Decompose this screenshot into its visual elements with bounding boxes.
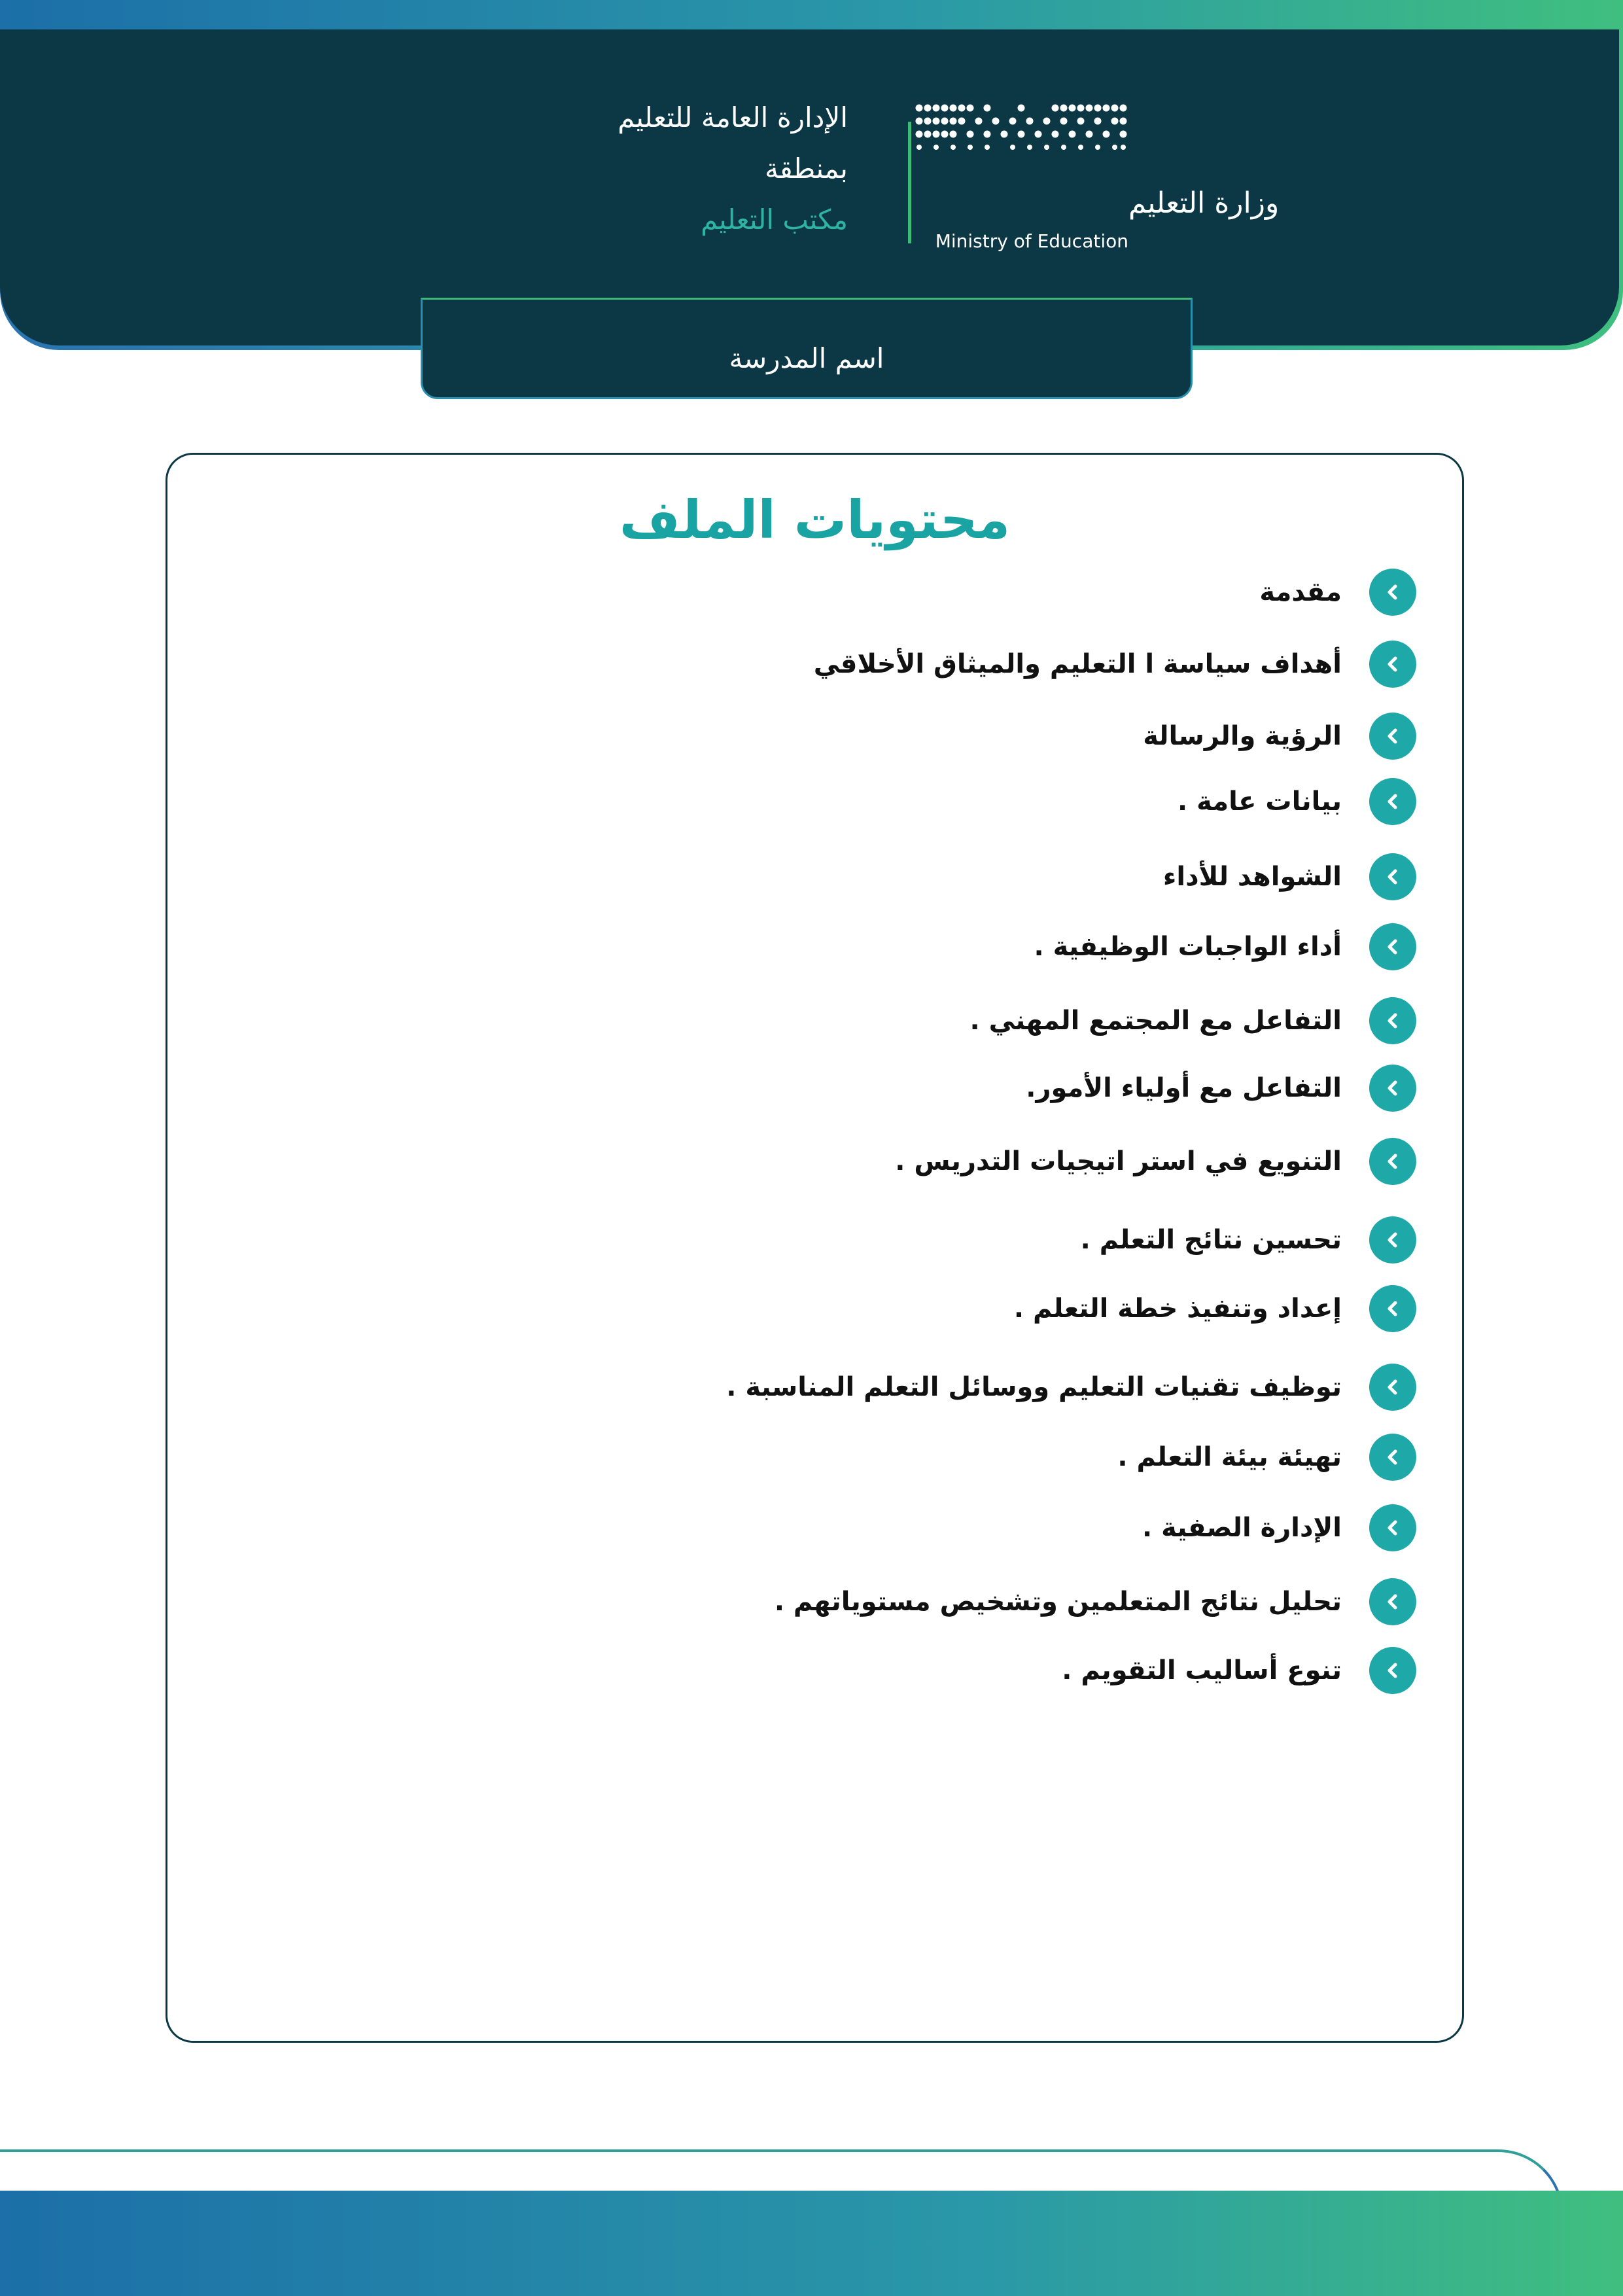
toc-item-label: تحليل نتائج المتعلمين وتشخيص مستوياتهم . <box>774 1587 1342 1617</box>
org-line-3: مكتب التعليم <box>701 203 848 236</box>
toc-item-label: تنوع أساليب التقويم . <box>1062 1655 1342 1686</box>
chevron-left-icon <box>1369 1504 1416 1551</box>
chevron-left-icon <box>1369 641 1416 688</box>
school-name: اسم المدرسة <box>729 342 884 374</box>
school-name-tab <box>421 298 1193 399</box>
toc-item-label: الإدارة الصفية . <box>1142 1513 1342 1543</box>
contents-title: محتويات الملف <box>619 489 1011 550</box>
chevron-left-icon <box>1369 1138 1416 1185</box>
toc-item <box>239 1502 1416 1554</box>
toc-item-label: تحسين نتائج التعلم . <box>1080 1225 1342 1255</box>
toc-item-label: التفاعل مع المجتمع المهني . <box>969 1006 1342 1036</box>
contents-box <box>166 453 1464 2043</box>
toc-item <box>239 1431 1416 1483</box>
chevron-left-icon <box>1369 713 1416 760</box>
header-text-block <box>390 98 848 251</box>
logo-divider <box>908 122 911 243</box>
toc-item <box>239 851 1416 903</box>
toc-item <box>239 1214 1416 1266</box>
toc-item <box>239 1576 1416 1628</box>
toc-item-label: أداء الواجبات الوظيفية . <box>1034 932 1342 962</box>
chevron-left-icon <box>1369 1065 1416 1112</box>
toc-item <box>239 995 1416 1047</box>
toc-item <box>239 1062 1416 1114</box>
logo-english-text: Ministry of Education <box>935 230 1128 252</box>
toc-item <box>239 1135 1416 1188</box>
org-line-1: الإدارة العامة للتعليم <box>618 101 848 133</box>
chevron-left-icon <box>1369 997 1416 1044</box>
chevron-left-icon <box>1369 569 1416 616</box>
logo-arabic-text: وزارة التعليم <box>1128 186 1280 220</box>
toc-item-label: تهيئة بيئة التعلم . <box>1117 1442 1342 1472</box>
toc-item-label: توظيف تقنيات التعليم ووسائل التعلم المناسبة . <box>726 1372 1342 1402</box>
toc-item-label: التنويع في استر اتيجيات التدريس . <box>895 1146 1342 1176</box>
toc-item <box>239 921 1416 973</box>
chevron-left-icon <box>1369 1434 1416 1481</box>
footer-gradient-bar <box>0 2191 1623 2296</box>
toc-item <box>239 1361 1416 1413</box>
toc-item-label: إعداد وتنفيذ خطة التعلم . <box>1013 1294 1342 1324</box>
top-gradient-bar <box>0 0 1623 33</box>
toc-item <box>239 1282 1416 1335</box>
toc-item <box>239 710 1416 762</box>
toc-item <box>239 775 1416 828</box>
chevron-left-icon <box>1369 778 1416 825</box>
chevron-left-icon <box>1369 1578 1416 1625</box>
org-line-2: بمنطقة <box>765 152 848 185</box>
chevron-left-icon <box>1369 923 1416 970</box>
chevron-left-icon <box>1369 853 1416 900</box>
toc-item-label: مقدمة <box>1259 577 1342 607</box>
toc-item-label: بيانات عامة . <box>1177 786 1342 817</box>
toc-item-label: التفاعل مع أولياء الأمور. <box>1026 1073 1342 1103</box>
toc-item-label: الرؤية والرسالة <box>1143 721 1342 751</box>
chevron-left-icon <box>1369 1647 1416 1694</box>
chevron-left-icon <box>1369 1216 1416 1263</box>
ministry-of-education-logo <box>913 98 1280 262</box>
chevron-left-icon <box>1369 1364 1416 1411</box>
toc-item <box>239 566 1416 618</box>
chevron-left-icon <box>1369 1285 1416 1332</box>
toc-item-label: أهداف سياسة ا التعليم والميثاق الأخلاقي <box>813 649 1342 679</box>
toc-item <box>239 638 1416 690</box>
toc-item <box>239 1644 1416 1697</box>
toc-item-label: الشواهد للأداء <box>1162 862 1342 892</box>
